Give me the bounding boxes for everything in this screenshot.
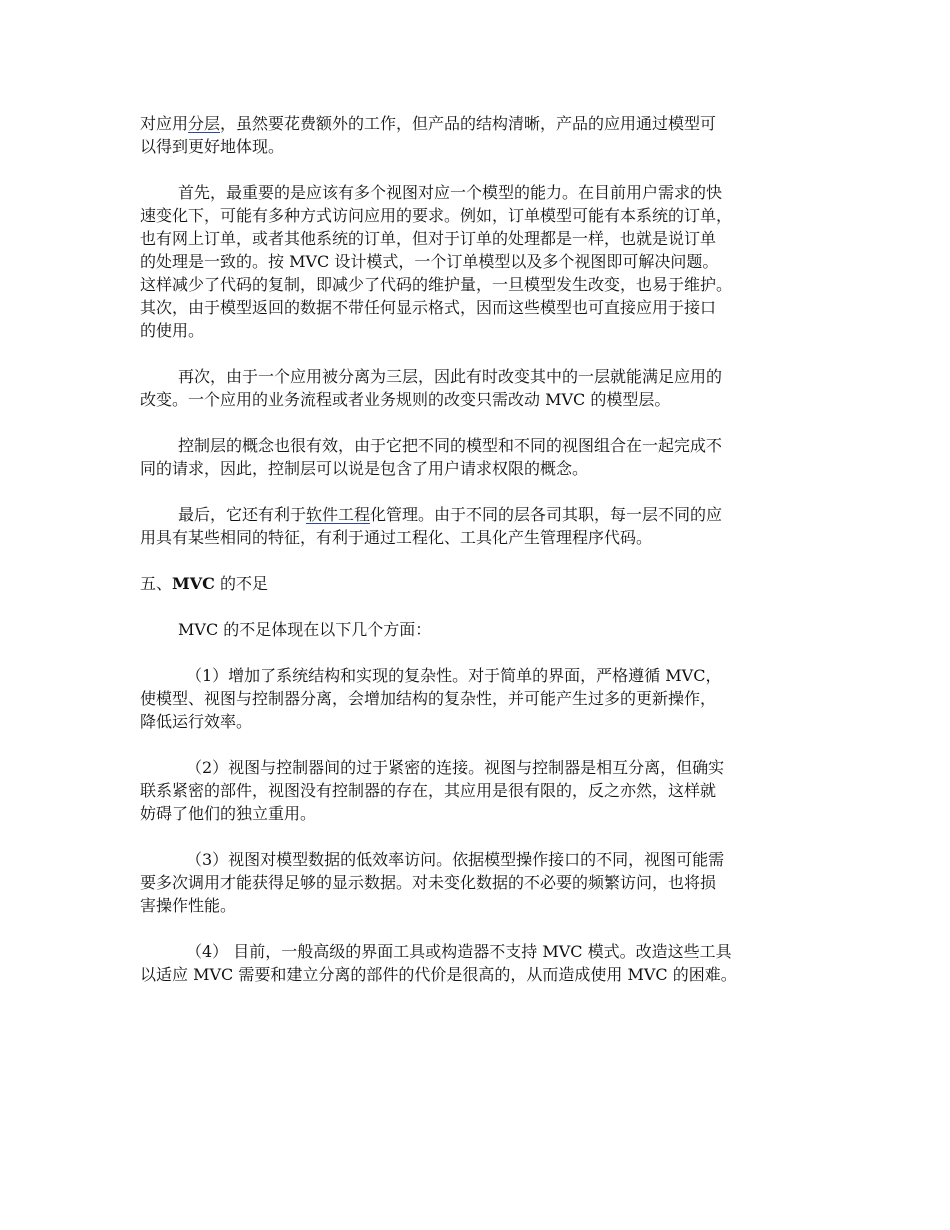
text-line: 其次，由于模型返回的数据不带任何显示格式，因而这些模型也可直接应用于接口 <box>140 298 717 317</box>
text-line: 联系紧密的部件，视图没有控制器的存在，其应用是很有限的，反之亦然，这样就 <box>140 781 717 800</box>
text-line: （1）增加了系统结构和实现的复杂性。对于简单的界面，严格遵循 MVC， <box>186 666 722 685</box>
text-line: 这样减少了代码的复制，即减少了代码的维护量，一旦模型发生改变，也易于维护。 <box>140 275 733 294</box>
text-line: 的使用。 <box>140 321 205 340</box>
text-line: 的处理是一致的。按 MVC 设计模式，一个订单模型以及多个视图即可解决问题。 <box>140 252 719 271</box>
text-line: 最后，它还有利于软件工程化管理。由于不同的层各司其职，每一层不同的应 <box>178 505 723 524</box>
text-line: 同的请求，因此，控制层可以说是包含了用户请求权限的概念。 <box>140 459 589 478</box>
link-layering[interactable]: 分层 <box>188 114 221 133</box>
text-line: 也有网上订单，或者其他系统的订单，但对于订单的处理都是一样，也就是说订单 <box>140 229 717 248</box>
text-line: 再次，由于一个应用被分离为三层，因此有时改变其中的一层就能满足应用的 <box>178 367 723 386</box>
text-line: 首先，最重要的是应该有多个视图对应一个模型的能力。在目前用户需求的快 <box>178 183 723 202</box>
text-line: 使模型、视图与控制器分离，会增加结构的复杂性，并可能产生过多的更新操作， <box>140 689 717 708</box>
text-line: 要多次调用才能获得足够的显示数据。对未变化数据的不必要的频繁访问，也将损 <box>140 873 717 892</box>
link-software-engineering[interactable]: 软件工程 <box>306 505 371 524</box>
text-line: 以得到更好地体现。 <box>140 137 285 156</box>
section-heading: 五、MVC 的不足 <box>140 574 268 593</box>
text-line: 对应用分层，虽然要花费额外的工作，但产品的结构清晰，产品的应用通过模型可 <box>140 114 717 133</box>
text-line: （3）视图对模型数据的低效率访问。依据模型操作接口的不同，视图可能需 <box>186 850 725 869</box>
text-line: MVC 的不足体现在以下几个方面： <box>178 620 432 639</box>
text-line: 改变。一个应用的业务流程或者业务规则的改变只需改动 MVC 的模型层。 <box>140 390 671 409</box>
text-line: 妨碍了他们的独立重用。 <box>140 804 317 823</box>
text-line: 害操作性能。 <box>140 896 237 915</box>
text-line: 控制层的概念也很有效，由于它把不同的模型和不同的视图组合在一起完成不 <box>178 436 723 455</box>
text-line: 降低运行效率。 <box>140 712 253 731</box>
text-line: 以适应 MVC 需要和建立分离的部件的代价是很高的，从而造成使用 MVC 的困难。 <box>140 965 737 984</box>
text-line: （4） 目前，一般高级的界面工具或构造器不支持 MVC 模式。改造这些工具 <box>186 942 732 961</box>
text-line: 速变化下，可能有多种方式访问应用的要求。例如，订单模型可能有本系统的订单， <box>140 206 733 225</box>
text-line: 用具有某些相同的特征，有利于通过工程化、工具化产生管理程序代码。 <box>140 528 653 547</box>
text-line: （2）视图与控制器间的过于紧密的连接。视图与控制器是相互分离，但确实 <box>186 758 725 777</box>
